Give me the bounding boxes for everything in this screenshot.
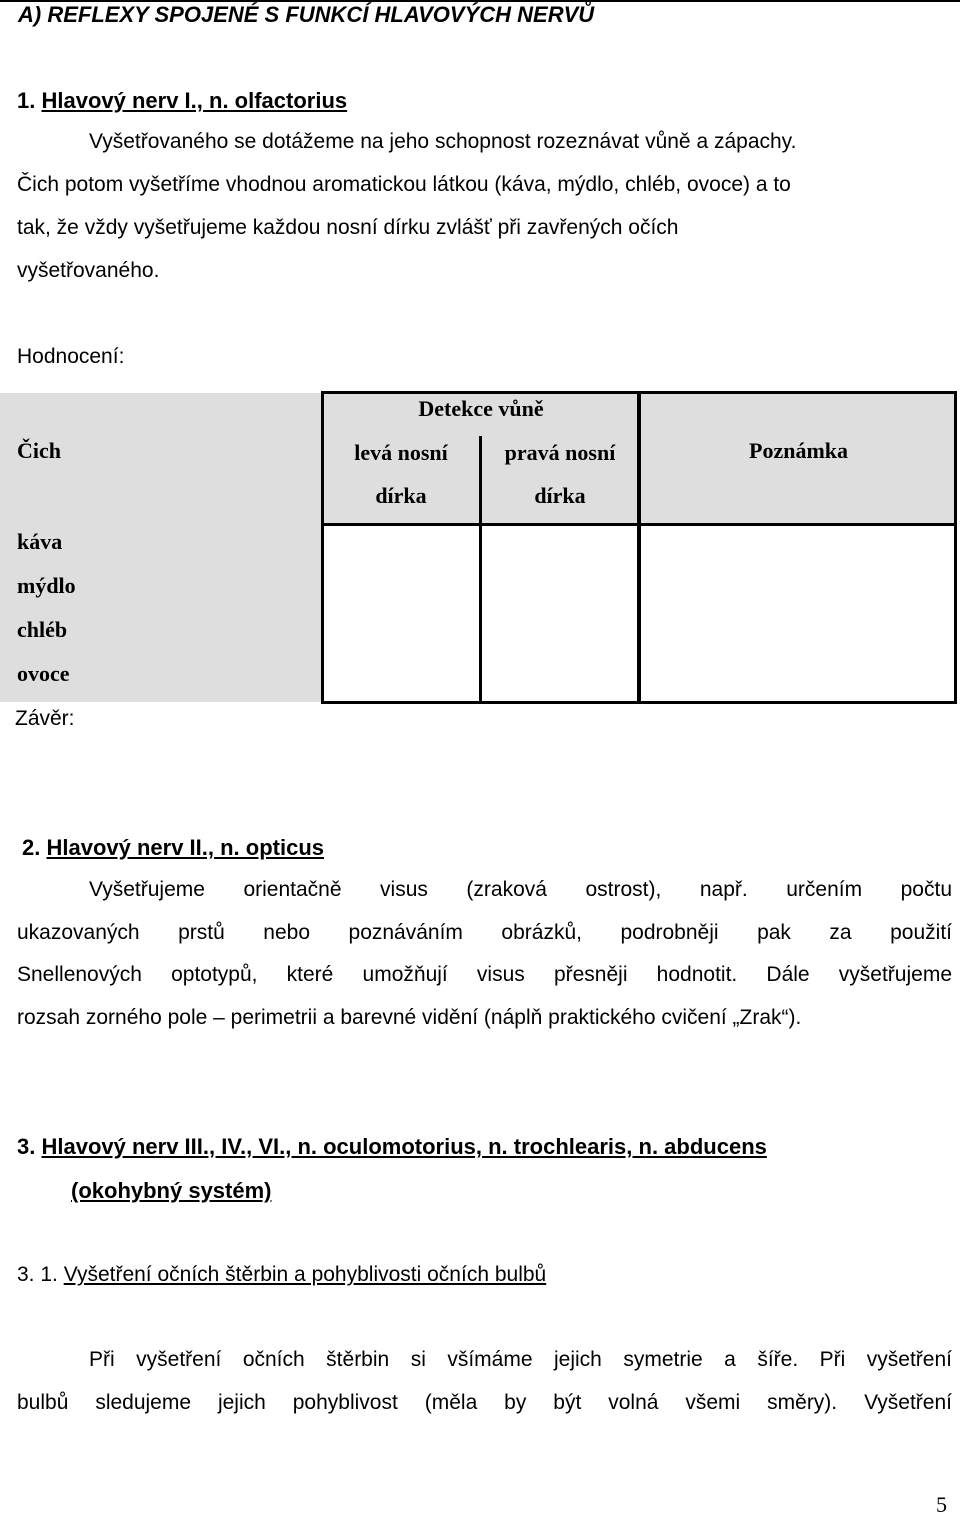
table-line — [640, 391, 957, 394]
section2-heading — [22, 835, 324, 861]
subsection-title: Vyšetření očních štěrbin a pohyblivosti očních bulbů — [63, 1263, 547, 1286]
table-header-right-1: pravá nosní — [504, 440, 616, 465]
table-header-cich: Čich — [17, 438, 61, 463]
table-row-label: káva — [17, 529, 63, 554]
section3-title: Hlavový nerv III., IV., VI., n. oculomotorius, n. trochlearis, n. abducens — [41, 1134, 767, 1159]
table-line — [322, 391, 640, 394]
table-row-label: ovoce — [17, 661, 70, 686]
section2-line-1: Vyšetřujeme orientačně visus (zraková ostrost), např. určením počtu — [89, 878, 952, 901]
table-header-right-2: dírka — [534, 483, 586, 508]
section2-line-2: ukazovaných prstů nebo poznáváním obrázků, podrobněji pak za použití — [17, 921, 952, 944]
table-row-label: mýdlo — [17, 573, 76, 598]
section2-line-3: Snellenových optotypů, které umožňují visus přesněji hodnotit. Dále vyšetřujeme — [17, 963, 952, 986]
table-cell-right — [482, 526, 637, 701]
table-cell-note — [641, 526, 954, 701]
section-header: A) REFLEXY SPOJENÉ S FUNKCÍ HLAVOVÝCH NERVŮ — [18, 2, 595, 27]
section2-number: 2. — [22, 835, 41, 860]
table-header-detection: Detekce vůně — [418, 396, 544, 421]
section1-line-3: tak, že vždy vyšetřujeme každou nosní dírku zvlášť při zavřených očích — [17, 216, 679, 239]
table-line — [954, 391, 957, 704]
section3-line-2: bulbů sledujeme jejich pohyblivost (měla by být volná všemi směry). Vyšetření — [17, 1391, 952, 1414]
section3-number: 3. — [17, 1134, 36, 1159]
table-header-left-2: dírka — [375, 483, 427, 508]
table-row-label: chléb — [17, 617, 68, 642]
conclusion-label: Závěr: — [15, 707, 75, 730]
section2-title: Hlavový nerv II., n. opticus — [46, 835, 325, 860]
table-header-note: Poznámka — [749, 438, 848, 463]
subsection-heading — [17, 1263, 546, 1287]
section3-heading — [17, 1134, 767, 1160]
subsection-number: 3. 1. — [17, 1263, 58, 1286]
section1-heading — [17, 88, 347, 114]
section3-title-line2: (okohybný systém) — [71, 1178, 272, 1203]
section1-title: Hlavový nerv I., n. olfactorius — [41, 88, 348, 113]
evaluation-label: Hodnocení: — [17, 345, 125, 368]
page-number: 5 — [936, 1492, 947, 1517]
section1-line-2: Čich potom vyšetříme vhodnou aromatickou látkou (káva, mýdlo, chléb, ovoce) a to — [17, 173, 791, 196]
section1-line-1: Vyšetřovaného se dotážeme na jeho schopnost rozeznávat vůně a zápachy. — [89, 130, 797, 153]
section1-number: 1. — [17, 88, 36, 113]
table-cell-left — [324, 526, 479, 701]
section3-line-1: Při vyšetření očních štěrbin si všímáme jejich symetrie a šíře. Při vyšetření — [89, 1348, 952, 1371]
section2-line-4: rozsah zorného pole – perimetrii a barevné vidění (náplň praktického cvičení „Zrak“). — [17, 1006, 802, 1029]
table-header-left-1: levá nosní — [354, 440, 448, 465]
section1-line-4: vyšetřovaného. — [17, 259, 160, 282]
